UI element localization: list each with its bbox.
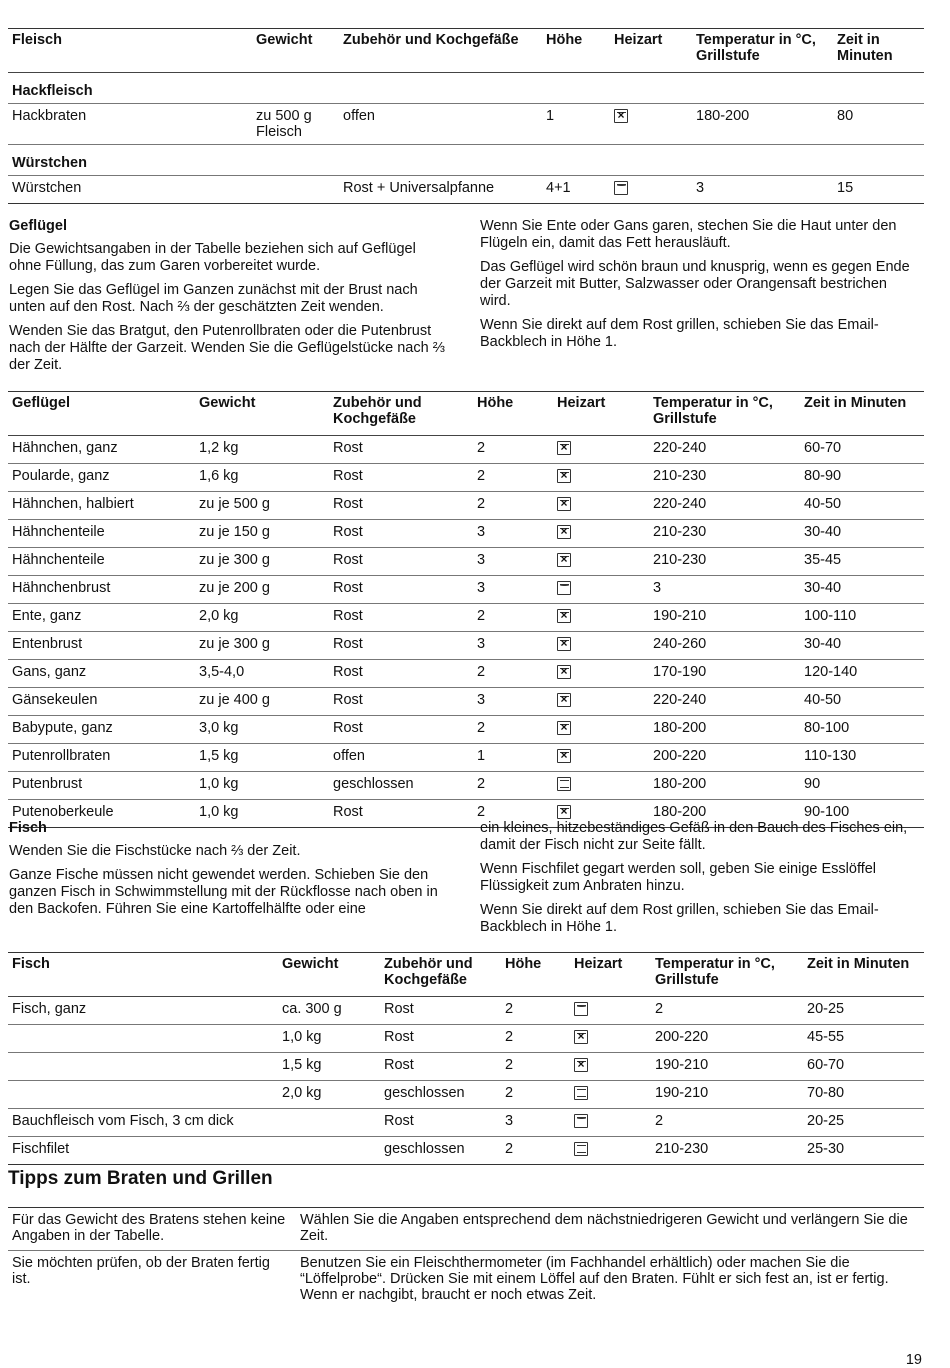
cell-time: 70-80 [807,1085,845,1101]
header-cell: Heizart [574,956,623,972]
header-cell: Fleisch [12,32,62,48]
cell-weight: 1,0 kg [199,804,239,820]
cell-height: 3 [505,1113,514,1129]
cell-name: Hähnchenteile [12,552,105,568]
header-cell: Heizart [557,395,606,411]
grill-icon [574,1002,588,1016]
cell-height: 2 [477,608,486,624]
umluft-icon [557,805,571,819]
cell-time: 110-130 [804,748,857,764]
cell-temp: 200-220 [655,1029,709,1045]
tip-row [8,1208,924,1251]
cell-name: Putenbrust [12,776,83,792]
cell-weight: zu je 150 g [199,524,270,540]
umluft-icon [557,497,571,511]
umluft-icon [614,109,628,123]
cell-accessory: Rost [333,692,363,708]
cell-time: 80-100 [804,720,850,736]
table-row [8,1025,924,1053]
cell-accessory: Rost [333,804,363,820]
table-row [8,548,924,576]
header-cell: Temperatur in °C, Grillstufe [655,956,775,988]
cell-weight: 2,0 kg [282,1085,322,1101]
cell-accessory: Rost [333,636,363,652]
ober-unterhitze-icon [574,1086,588,1100]
umluft-icon [574,1058,588,1072]
table-row [8,604,924,632]
cell-name: Würstchen [12,180,82,196]
cell-name: Hähnchen, ganz [12,440,118,456]
section-title: Tipps zum Braten und Grillen [8,1168,273,1189]
cell-height: 2 [505,1001,514,1017]
table-row [8,520,924,548]
header-cell: Höhe [477,395,514,411]
cell-mode [553,744,649,772]
cell-time: 90 [804,776,821,792]
umluft-icon [557,637,571,651]
cell-weight: 1,6 kg [199,468,239,484]
tip-problem: Sie möchten prüfen, ob der Braten fertig ist. [12,1255,270,1287]
cell-temp: 2 [655,1001,664,1017]
cell-height: 2 [477,720,486,736]
cell-accessory: Rost [384,1001,414,1017]
cell-time: 30-40 [804,636,842,652]
cell-mode [553,520,649,548]
cell-weight: 1,5 kg [199,748,239,764]
cell-mode [553,576,649,604]
cell-name: Gans, ganz [12,664,87,680]
cell-mode [570,1137,651,1165]
cell-time: 20-25 [807,1001,845,1017]
cell-temp: 220-240 [653,440,707,456]
tips-table [8,1207,924,1309]
cell-accessory: Rost [384,1057,414,1073]
cell-temp: 190-210 [655,1057,709,1073]
paragraph: Wenn Fischfilet gegart werden soll, geben Sie einige Esslöffel Flüssigkeit zum Anbraten hinzu. [480,861,877,894]
poultry-text-left [9,218,451,381]
cell-temp: 220-240 [653,692,707,708]
cell-temp: 190-210 [655,1085,709,1101]
header-cell: Geflügel [12,395,71,411]
cell-time: 45-55 [807,1029,845,1045]
cell-time: 40-50 [804,496,842,512]
cell-height: 3 [477,524,486,540]
grill-icon [574,1114,588,1128]
cell-weight: zu je 200 g [199,580,270,596]
section-row [8,145,924,176]
cell-accessory: Rost [333,552,363,568]
cell-height: 4+1 [546,180,571,196]
page-number: 19 [905,1352,922,1368]
cell-name: Ente, ganz [12,608,82,624]
cell-temp: 170-190 [653,664,707,680]
table-row [8,660,924,688]
section-title: Hackfleisch [12,83,93,99]
cell-time: 20-25 [807,1113,845,1129]
table-row [8,688,924,716]
cell-weight: ca. 300 g [282,1001,342,1017]
cell-mode [570,1109,651,1137]
header-cell: Temperatur in °C, Grillstufe [696,32,816,64]
cell-temp: 180-200 [653,776,707,792]
cell-time: 35-45 [804,552,842,568]
header-cell: Gewicht [282,956,339,972]
tip-solution: Benutzen Sie ein Fleischthermometer (im Fachhandel erhältlich) oder machen Sie die “Löffelprobe“. Drücken Sie mit einem Löffel auf den Braten. Fühlt er sich fest an, ist er fertig. Wenn er nachgibt, braucht er noch etwas Zeit. [300,1255,889,1303]
table-row [8,104,924,145]
cell-weight: zu je 300 g [199,552,270,568]
cell-weight: zu je 300 g [199,636,270,652]
cell-temp: 2 [655,1113,664,1129]
cell-temp: 210-230 [653,524,707,540]
cell-height: 3 [477,552,486,568]
table-header [8,953,924,997]
cell-height: 3 [477,692,486,708]
grill-icon [614,181,628,195]
cell-accessory: offen [333,748,365,764]
cell-weight: 1,0 kg [199,776,239,792]
table-row [8,464,924,492]
cell-accessory: Rost [384,1113,414,1129]
cell-height: 2 [477,468,486,484]
header-cell: Höhe [505,956,542,972]
cell-mode [610,176,692,204]
cell-mode [553,660,649,688]
cell-name [8,1053,278,1081]
cell-temp: 220-240 [653,496,707,512]
cell-accessory: Rost [333,580,363,596]
cell-temp: 190-210 [653,608,707,624]
cell-weight: 1,2 kg [199,440,239,456]
fish-text-right [480,820,920,943]
cell-temp: 210-230 [653,552,707,568]
cell-mode [553,716,649,744]
cell-weight: zu 500 g Fleisch [256,108,312,140]
cell-weight [278,1137,380,1165]
ober-unterhitze-icon [574,1142,588,1156]
umluft-icon [557,525,571,539]
table-row [8,772,924,800]
cell-temp: 240-260 [653,636,707,652]
paragraph: Wenden Sie das Bratgut, den Putenrollbraten oder die Putenbrust nach der Hälfte der Garzeit. Wenden Sie die Geflügelstücke nach ⅔ der Zeit. [9,323,445,373]
cell-mode [553,688,649,716]
header-cell: Gewicht [256,32,313,48]
table-row [8,632,924,660]
cell-time: 40-50 [804,692,842,708]
cell-height: 2 [505,1085,514,1101]
umluft-icon [557,721,571,735]
cell-height: 3 [477,580,486,596]
header-cell: Zeit in Minuten [804,395,907,411]
cell-height: 2 [505,1141,514,1157]
cell-accessory: geschlossen [384,1085,465,1101]
fish-table [8,952,924,1165]
table-row [8,176,924,204]
cell-weight [278,1109,380,1137]
umluft-icon [557,469,571,483]
cell-name: Putenrollbraten [12,748,111,764]
cell-mode [570,997,651,1025]
cell-accessory: offen [343,108,375,124]
cell-time: 80-90 [804,468,842,484]
header-cell: Zubehör und Kochgefäße [343,32,519,48]
cell-time: 30-40 [804,524,842,540]
cell-mode [553,772,649,800]
umluft-icon [557,749,571,763]
cell-name [8,1081,278,1109]
cell-accessory: Rost [333,664,363,680]
cell-temp: 180-200 [653,804,707,820]
header-cell: Höhe [546,32,583,48]
paragraph: ein kleines, hitzebeständiges Gefäß in den Bauch des Fisches ein, damit der Fisch nicht zur Seite fällt. [480,820,908,853]
cell-height: 2 [477,776,486,792]
cell-weight: 1,0 kg [282,1029,322,1045]
cell-mode [570,1053,651,1081]
header-cell: Zeit in Minuten [807,956,910,972]
table-row [8,576,924,604]
grill-icon [557,581,571,595]
table-row [8,716,924,744]
paragraph: Wenden Sie die Fischstücke nach ⅔ der Zeit. [9,843,301,859]
cell-time: 60-70 [807,1057,845,1073]
cell-height: 1 [546,108,555,124]
cell-temp: 180-200 [696,108,750,124]
cell-mode [570,1025,651,1053]
cell-mode [553,492,649,520]
table-header [8,392,924,436]
umluft-icon [557,441,571,455]
cell-time: 60-70 [804,440,842,456]
table-row [8,997,924,1025]
ober-unterhitze-icon [557,777,571,791]
cell-name: Babypute, ganz [12,720,113,736]
cell-mode [570,1081,651,1109]
table-row [8,1137,924,1165]
cell-accessory: geschlossen [384,1141,465,1157]
section-row [8,73,924,104]
umluft-icon [557,609,571,623]
section-heading: Fisch [9,820,47,836]
table-header [8,29,924,73]
tip-problem: Für das Gewicht des Bratens stehen keine Angaben in der Tabelle. [12,1212,286,1244]
section-title: Würstchen [12,155,87,171]
cell-temp: 3 [696,180,705,196]
cell-name: Gänsekeulen [12,692,98,708]
table-row [8,744,924,772]
cell-mode [553,548,649,576]
cell-name: Poularde, ganz [12,468,110,484]
umluft-icon [557,693,571,707]
cell-weight: zu je 500 g [199,496,270,512]
cell-accessory: Rost [333,720,363,736]
header-cell: Zubehör und Kochgefäße [333,395,422,427]
cell-mode [553,464,649,492]
cell-time: 80 [837,108,854,124]
cell-accessory: Rost [333,496,363,512]
cell-temp: 210-230 [653,468,707,484]
cell-time: 120-140 [804,664,858,680]
cell-name: Fisch, ganz [12,1001,87,1017]
cell-accessory: Rost [333,524,363,540]
cell-height: 2 [477,664,486,680]
cell-mode [553,604,649,632]
header-cell: Fisch [12,956,50,972]
meat-table [8,28,924,204]
cell-mode [610,104,692,145]
paragraph: Wenn Sie direkt auf dem Rost grillen, schieben Sie das Email-Backblech in Höhe 1. [480,902,879,935]
umluft-icon [574,1030,588,1044]
cell-accessory: Rost + Universalpfanne [343,180,495,196]
cell-name: Fischfilet [12,1141,70,1157]
paragraph: Wenn Sie Ente oder Gans garen, stechen Sie die Haut unter den Flügeln ein, damit das Fett herausläuft. [480,218,897,251]
paragraph: Das Geflügel wird schön braun und knusprig, wenn es gegen Ende der Garzeit mit Butter, Salzwasser oder Orangensaft bestrichen wird. [480,259,910,309]
paragraph: Wenn Sie direkt auf dem Rost grillen, schieben Sie das Email-Backblech in Höhe 1. [480,317,879,350]
table-row [8,436,924,464]
cell-name [8,1025,278,1053]
cell-height: 3 [477,636,486,652]
cell-height: 2 [477,496,486,512]
cell-accessory: geschlossen [333,776,414,792]
cell-time: 90-100 [804,804,850,820]
header-cell: Heizart [614,32,663,48]
tip-row [8,1251,924,1310]
cell-name: Bauchfleisch vom Fisch, 3 cm dick [12,1113,234,1129]
table-row [8,1053,924,1081]
cell-temp: 3 [653,580,662,596]
table-row [8,492,924,520]
cell-name: Hackbraten [12,108,87,124]
cell-mode [553,436,649,464]
section-heading: Geflügel [9,218,68,234]
cell-time: 100-110 [804,608,857,624]
cell-height: 1 [477,748,486,764]
cell-accessory: Rost [384,1029,414,1045]
header-cell: Temperatur in °C, Grillstufe [653,395,773,427]
paragraph: Die Gewichtsangaben in der Tabelle beziehen sich auf Geflügel ohne Füllung, das zum Garen vorbereitet wurde. [9,241,416,274]
header-cell: Zubehör und Kochgefäße [384,956,473,988]
cell-weight: 2,0 kg [199,608,239,624]
cell-weight [252,176,339,204]
cell-temp: 210-230 [655,1141,709,1157]
cell-weight: zu je 400 g [199,692,270,708]
cell-weight: 1,5 kg [282,1057,322,1073]
cell-height: 2 [505,1029,514,1045]
umluft-icon [557,553,571,567]
cell-temp: 200-220 [653,748,707,764]
cell-time: 25-30 [807,1141,845,1157]
cell-name: Hähnchenteile [12,524,105,540]
paragraph: Ganze Fische müssen nicht gewendet werden. Schieben Sie den ganzen Fisch in Schwimmstellung mit der Rückflosse nach oben in den Backofen. Führen Sie eine Kartoffelhälfte oder eine [9,867,438,917]
cell-name: Hähnchen, halbiert [12,496,134,512]
cell-accessory: Rost [333,468,363,484]
cell-height: 2 [477,440,486,456]
header-cell: Zeit in Minuten [837,32,893,64]
header-cell: Gewicht [199,395,256,411]
cell-accessory: Rost [333,440,363,456]
poultry-table [8,391,924,828]
cell-temp: 180-200 [653,720,707,736]
cell-name: Entenbrust [12,636,83,652]
cell-time: 15 [837,180,854,196]
table-row [8,1081,924,1109]
tip-solution: Wählen Sie die Angaben entsprechend dem nächstniedrigeren Gewicht und verlängern Sie die Zeit. [300,1212,908,1244]
cell-name: Putenoberkeule [12,804,114,820]
poultry-text-right [480,218,920,358]
umluft-icon [557,665,571,679]
cell-weight: 3,0 kg [199,720,239,736]
fish-text-left [9,820,451,925]
cell-name: Hähnchenbrust [12,580,111,596]
cell-weight: 3,5-4,0 [199,664,245,680]
paragraph: Legen Sie das Geflügel im Ganzen zunächst mit der Brust nach unten auf den Rost. Nach ⅔ der geschätzten Zeit wenden. [9,282,418,315]
cell-height: 2 [477,804,486,820]
cell-mode [553,632,649,660]
cell-height: 2 [505,1057,514,1073]
cell-accessory: Rost [333,608,363,624]
cell-time: 30-40 [804,580,842,596]
table-row [8,1109,924,1137]
